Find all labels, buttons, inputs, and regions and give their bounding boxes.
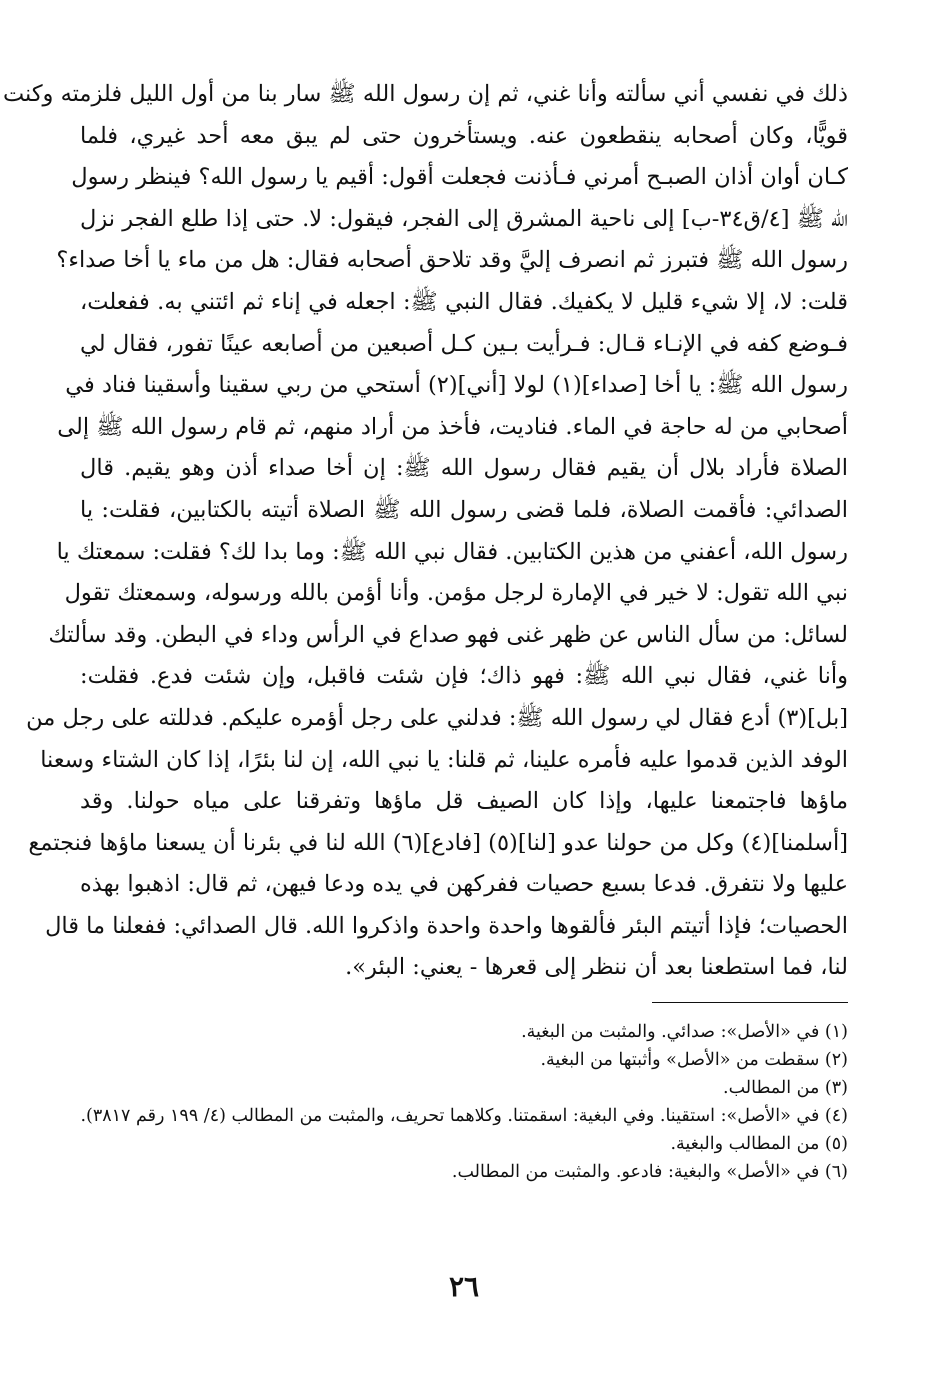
footnote-5: (٥) من المطالب والبغية. xyxy=(670,1134,848,1154)
text-line: وأنا غني، فقال نبي الله ﷺ: فهو ذاك؛ فإن شئت فاقبل، وإن شئت فدع. فقلت: xyxy=(80,663,848,690)
text-line: الصدائي: فأقمت الصلاة، فلما قضى رسول الله ﷺ الصلاة أتيته بالكتابين، فقلت: يا xyxy=(80,496,848,523)
book-page xyxy=(2,74,848,1336)
text-line: الوفد الذين قدموا عليه فأمره علينا، ثم قلنا: يا نبي الله، إن لنا بئرًا، إذا كان الشتاء وسعنا xyxy=(40,746,848,773)
footnote-4: (٤) في «الأصل»: استقينا. وفي البغية: اسقمتنا. وكلاهما تحريف، والمثبت من المطالب (٤/ ١٩٩ رقم ٣٨١٧). xyxy=(80,1106,848,1126)
footnote-6: (٦) في «الأصل» والبغية: فادعو. والمثبت من المطالب. xyxy=(451,1162,848,1182)
footnote-2: (٢) سقطت من «الأصل» وأثبتها من البغية. xyxy=(540,1050,848,1070)
text-line: أصحابي من له حاجة في الماء. فناديت، فأخذ من أراد منهم، ثم قام رسول الله ﷺ إلى xyxy=(57,413,848,440)
text-line: رسول الله، أعفني من هذين الكتابين. فقال نبي الله ﷺ: وما بدا لك؟ فقلت: سمعتك يا xyxy=(56,538,848,565)
text-line: الحصيات؛ فإذا أتيتم البئر فألقوها واحدة واحدة واذكروا الله. قال الصدائي: ففعلنا ما قال xyxy=(45,912,848,939)
text-line: عليها ولا نتفرق. فدعا بسبع حصيات ففركهن في يده ودعا فيهن، ثم قال: اذهبوا بهذه xyxy=(80,871,848,898)
main-text xyxy=(2,74,848,989)
text-line: ذلك في نفسي أني سألته وأنا غني، ثم إن رسول الله ﷺ سار بنا من أول الليل فلزمته وكنت xyxy=(2,81,848,107)
text-line: ماؤها فاجتمعنا عليها، وإذا كان الصيف قل ماؤها وتفرقنا على مياه حولنا. وقد xyxy=(80,788,848,815)
text-line: الله ﷺ [٤/ق٣٤-ب] إلى ناحية المشرق إلى الفجر، فيقول: لا. حتى إذا طلع الفجر نزل xyxy=(80,205,848,232)
text-line: [بل](٣) أدع فقال لي رسول الله ﷺ: فدلني على رجل أؤمره عليكم. فدللته على رجل من xyxy=(26,704,848,731)
text-line: رسول الله ﷺ فتبرز ثم انصرف إليَّ وقد تلاحق أصحابه فقال: هل من ماء يا أخا صداء؟ xyxy=(56,247,848,274)
text-line: لسائل: من سأل الناس عن ظهر غنى فهو صداع في الرأس وداء في البطن. وقد سألتك xyxy=(48,621,848,648)
text-line: فـوضع كفه في الإنـاء قـال: فـرأيت بـين كـل أصبعين من أصابعه عينًا تفور، فقال لي xyxy=(80,330,848,357)
page-number: ٢٦ xyxy=(448,1270,480,1303)
text-line: نبي الله تقول: لا خير في الإمارة لرجل مؤمن. وأنا أؤمن بالله ورسوله، وسمعتك تقول xyxy=(64,580,848,607)
text-line: رسول الله ﷺ: يا أخا [صداء](١) لولا [أني](٢) أستحي من ربي سقينا وأسقينا فناد في xyxy=(65,372,848,399)
footnotes-list xyxy=(80,1018,848,1186)
footnote-1: (١) في «الأصل»: صدائي. والمثبت من البغية. xyxy=(521,1022,848,1042)
text-line: قلت: لا، إلا شيء قليل لا يكفيك. فقال النبي ﷺ: اجعله في إناء ثم ائتني به. ففعلت، xyxy=(80,288,848,315)
text-line: كـان أوان أذان الصبـح أمرني فـأذنت فجعلت أقول: أقيم يا رسول الله؟ فينظر رسول xyxy=(71,164,848,191)
text-line: قويًّا، وكان أصحابه ينقطعون عنه. ويستأخرون حتى لم يبق معه أحد غيري، فلما xyxy=(80,122,848,149)
footnote-divider xyxy=(652,1002,848,1003)
footnote-3: (٣) من المطالب. xyxy=(723,1078,848,1098)
text-line: الصلاة فأراد بلال أن يقيم فقال رسول الله ﷺ: إن أخا صداء أذن وهو يقيم. قال xyxy=(80,455,848,482)
text-line: لنا، فما استطعنا بعد أن ننظر إلى قعرها - يعني: البئر». xyxy=(345,954,848,981)
text-line: [أسلمنا](٤) وكل من حولنا عدو [لنا](٥) [فادع](٦) الله لنا في بئرنا أن يسعنا ماؤها فنجتمع xyxy=(28,829,848,856)
